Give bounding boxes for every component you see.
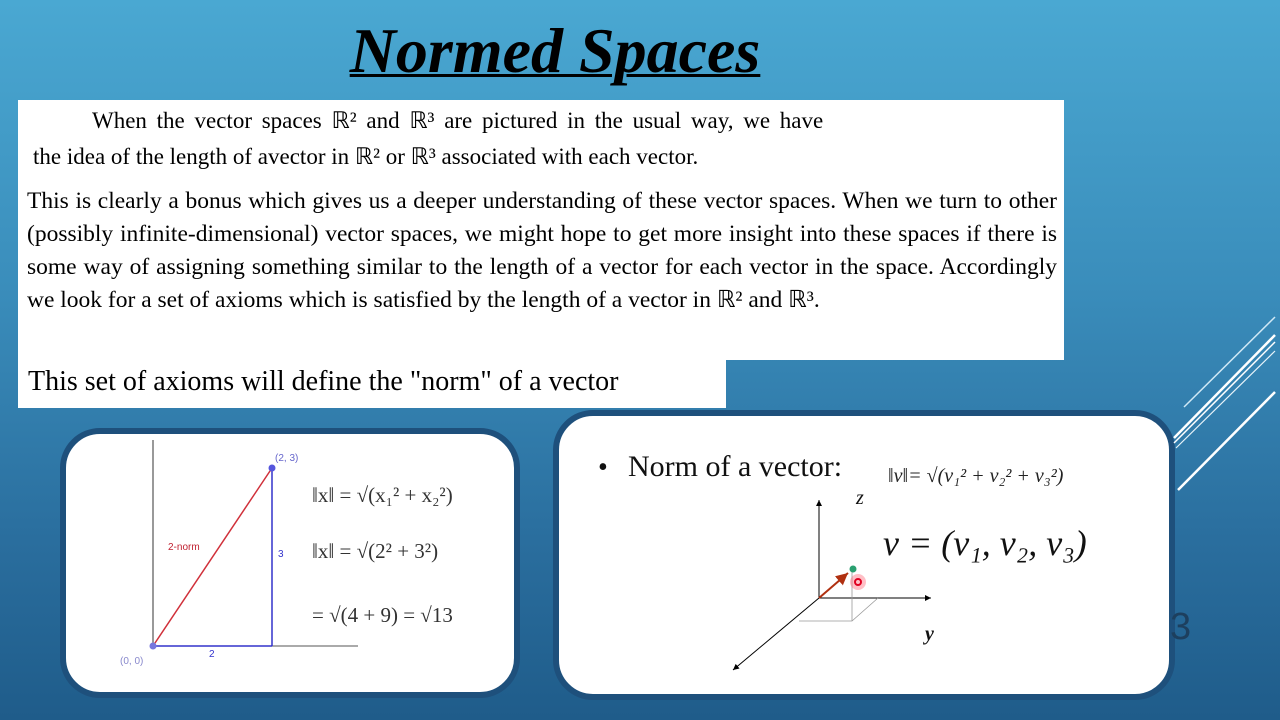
bullet: • [598,452,608,483]
equation-2: ‖x‖ = √(2² + 3²) [312,539,439,563]
equation-1: ‖x‖ = √(x₁² + x₂²) [312,483,453,507]
vector-arrow [819,573,848,598]
end-label: (2, 3) [275,453,299,464]
vector-tip-point [850,566,857,573]
intro-line-1: When the vector spaces ℝ² and ℝ³ are pictured in the usual way, we have [92,108,824,133]
hypotenuse-line [153,468,272,646]
norm-heading: Norm of a vector: [628,450,843,483]
equation-3: = √(4 + 9) = √13 [312,603,453,627]
origin-point [150,643,157,650]
vector-definition: v = (v₁, v₂, v₃) [883,523,1087,563]
z-axis-label: z [856,487,864,509]
axiom-statement: This set of axioms will define the "norm" of a vector [28,366,619,397]
3d-vector-diagram [553,410,1175,700]
slide-title: Normed Spaces [349,15,761,86]
intro-line-2: the idea of the length of avector in ℝ² or ℝ³ associated with each vector. [33,144,699,169]
end-point [269,465,276,472]
norm-formula: ‖v‖= √(v₁² + v₂² + v₃²) [888,465,1064,487]
horiz-label: 2 [209,649,215,660]
hyp-label: 2-norm [168,542,200,553]
decorative-lines [1160,300,1280,500]
body-paragraph: This is clearly a bonus which gives us a deeper understanding of these vector spaces. When we turn to other (possibly infinite-dimensional) vector spaces, we might hope to get more insight into these spaces if there is some way of assigning something similar to the length of a vector for each vector in the space. Accordingly we look for a set of axioms which is satisfied by the length of a vector in ℝ² and ℝ³. [27,188,1057,313]
y-axis-label: y [925,623,934,645]
origin-label: (0, 0) [120,656,144,667]
2-norm-diagram [60,428,520,698]
slide-number: 3 [1170,606,1192,648]
cursor-highlight [850,574,866,590]
vert-label: 3 [278,549,284,560]
